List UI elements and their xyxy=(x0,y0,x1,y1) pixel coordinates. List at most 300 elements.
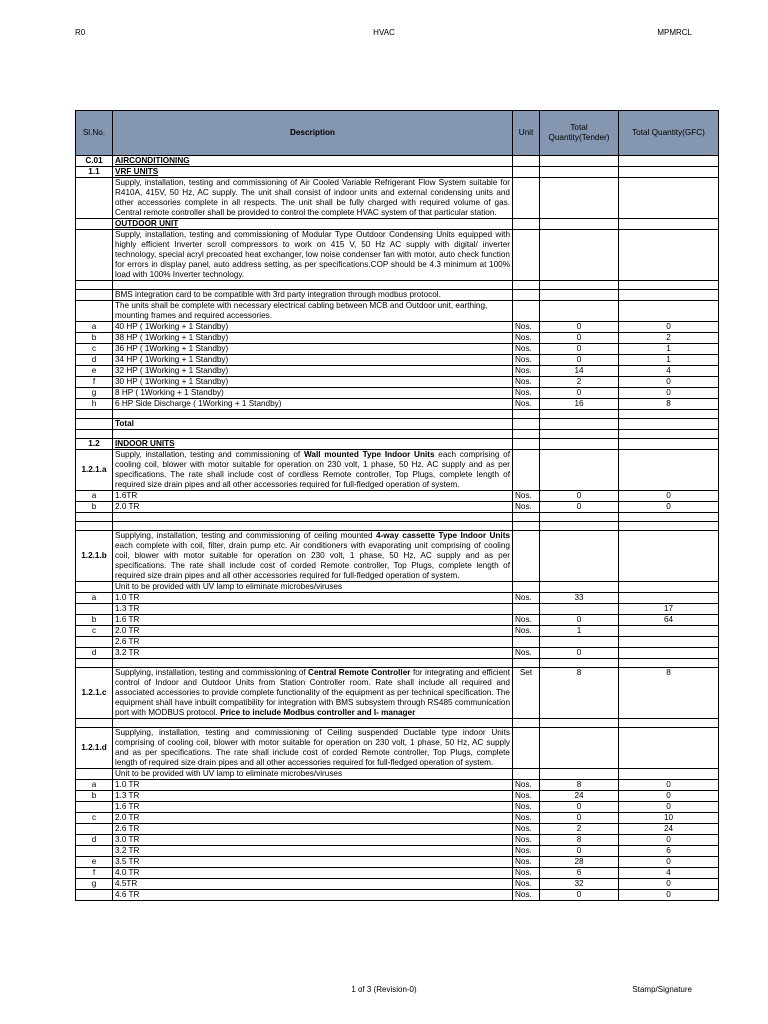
table-row xyxy=(76,513,719,522)
cell-slno: 1.2.1.d xyxy=(76,728,113,769)
cell-unit: Nos. xyxy=(513,322,540,333)
cell-qty-tender: 6 xyxy=(540,868,619,879)
cell-qty-tender xyxy=(540,281,619,290)
cell-qty-tender xyxy=(540,219,619,230)
cell-description xyxy=(113,410,513,419)
cell-slno: 1.2.1.c xyxy=(76,668,113,719)
cell-qty-gfc xyxy=(619,156,719,167)
cell-unit xyxy=(513,419,540,430)
cell-slno: g xyxy=(76,388,113,399)
cell-unit xyxy=(513,167,540,178)
cell-description: Supplying, installation, testing and commissioning of ceiling mounted 4-way cassette Type Indoor Units each complete with coil, filter, drain pump etc. Air conditioners with evaporating unit comprising of cooling coil, blower with motor suitable for operation on 230 volt, 1 phase, 50 Hz, AC supply and as per specifications. The rate shall include cost of corded Remote controller, Top Plugs, complete length of required size drain pipes and all other accessories required for full-fledged operation of system. xyxy=(113,531,513,582)
cell-description: Unit to be provided with UV lamp to eliminate microbes/viruses xyxy=(113,582,513,593)
cell-description xyxy=(113,281,513,290)
cell-qty-gfc: 0 xyxy=(619,890,719,901)
cell-slno xyxy=(76,846,113,857)
cell-slno: a xyxy=(76,780,113,791)
cell-slno xyxy=(76,890,113,901)
cell-slno xyxy=(76,824,113,835)
cell-slno xyxy=(76,178,113,219)
footer-page-number: 1 of 3 (Revision-0) xyxy=(351,985,417,994)
table-row xyxy=(76,377,719,388)
cell-qty-tender xyxy=(540,156,619,167)
cell-qty-tender xyxy=(540,230,619,281)
table-row xyxy=(76,355,719,366)
cell-qty-gfc xyxy=(619,301,719,322)
cell-qty-gfc: 8 xyxy=(619,668,719,719)
cell-description: 3.2 TR xyxy=(113,846,513,857)
cell-qty-gfc xyxy=(619,410,719,419)
table-row xyxy=(76,167,719,178)
cell-unit: Nos. xyxy=(513,355,540,366)
cell-unit: Set xyxy=(513,668,540,719)
cell-description xyxy=(113,513,513,522)
col-header-unit: Unit xyxy=(513,111,540,156)
cell-qty-tender: 0 xyxy=(540,355,619,366)
table-row xyxy=(76,659,719,668)
cell-qty-tender xyxy=(540,728,619,769)
cell-qty-gfc xyxy=(619,531,719,582)
cell-qty-tender: 28 xyxy=(540,857,619,868)
cell-qty-gfc: 1 xyxy=(619,344,719,355)
table-row xyxy=(76,450,719,491)
cell-description: 4.5TR xyxy=(113,879,513,890)
cell-unit xyxy=(513,230,540,281)
table-row xyxy=(76,419,719,430)
cell-qty-tender: 0 xyxy=(540,802,619,813)
cell-slno xyxy=(76,513,113,522)
table-row xyxy=(76,857,719,868)
cell-slno xyxy=(76,410,113,419)
cell-unit: Nos. xyxy=(513,879,540,890)
cell-unit xyxy=(513,156,540,167)
cell-description: 2.0 TR xyxy=(113,502,513,513)
cell-unit: Nos. xyxy=(513,857,540,868)
cell-slno xyxy=(76,719,113,728)
table-row xyxy=(76,879,719,890)
cell-slno: c xyxy=(76,344,113,355)
cell-slno xyxy=(76,522,113,531)
table-row xyxy=(76,430,719,439)
cell-slno xyxy=(76,769,113,780)
table-row xyxy=(76,531,719,582)
cell-slno: b xyxy=(76,791,113,802)
table-row xyxy=(76,366,719,377)
cell-unit: Nos. xyxy=(513,333,540,344)
col-header-tender: Total Quantity(Tender) xyxy=(540,111,619,156)
cell-unit: Nos. xyxy=(513,344,540,355)
cell-slno: g xyxy=(76,879,113,890)
cell-qty-tender xyxy=(540,419,619,430)
table-row xyxy=(76,604,719,615)
table-row xyxy=(76,388,719,399)
table-row xyxy=(76,648,719,659)
cell-qty-gfc: 2 xyxy=(619,333,719,344)
cell-qty-gfc xyxy=(619,648,719,659)
cell-slno xyxy=(76,230,113,281)
cell-qty-gfc: 8 xyxy=(619,399,719,410)
cell-unit: Nos. xyxy=(513,802,540,813)
cell-qty-tender xyxy=(540,769,619,780)
cell-qty-tender: 0 xyxy=(540,333,619,344)
cell-unit xyxy=(513,531,540,582)
cell-qty-gfc: 0 xyxy=(619,802,719,813)
cell-unit: Nos. xyxy=(513,835,540,846)
cell-qty-tender xyxy=(540,637,619,648)
cell-slno: d xyxy=(76,648,113,659)
table-row xyxy=(76,230,719,281)
cell-description: The units shall be complete with necessary electrical cabling between MCB and Outdoor unit, earthing, mounting frames and required accessories. xyxy=(113,301,513,322)
cell-qty-gfc: 0 xyxy=(619,502,719,513)
cell-description: OUTDOOR UNIT xyxy=(113,219,513,230)
cell-qty-tender xyxy=(540,290,619,301)
footer-stamp: Stamp/Signature xyxy=(632,985,692,994)
table-row xyxy=(76,626,719,637)
cell-unit xyxy=(513,301,540,322)
cell-qty-tender: 0 xyxy=(540,388,619,399)
cell-qty-gfc xyxy=(619,219,719,230)
table-row xyxy=(76,410,719,419)
cell-qty-tender: 2 xyxy=(540,377,619,388)
table-row xyxy=(76,301,719,322)
cell-qty-tender: 1 xyxy=(540,626,619,637)
cell-qty-tender: 2 xyxy=(540,824,619,835)
cell-qty-gfc: 6 xyxy=(619,846,719,857)
cell-qty-tender: 8 xyxy=(540,835,619,846)
header-revision: R0 xyxy=(75,28,86,37)
cell-unit xyxy=(513,637,540,648)
cell-qty-tender xyxy=(540,659,619,668)
cell-qty-gfc: 17 xyxy=(619,604,719,615)
cell-slno xyxy=(76,219,113,230)
cell-qty-gfc xyxy=(619,719,719,728)
cell-slno xyxy=(76,419,113,430)
cell-description: 40 HP ( 1Working + 1 Standby) xyxy=(113,322,513,333)
table-row xyxy=(76,868,719,879)
cell-qty-tender xyxy=(540,531,619,582)
cell-unit: Nos. xyxy=(513,780,540,791)
table-row xyxy=(76,780,719,791)
cell-slno xyxy=(76,430,113,439)
cell-slno xyxy=(76,290,113,301)
cell-qty-tender: 0 xyxy=(540,502,619,513)
cell-unit: Nos. xyxy=(513,593,540,604)
cell-slno: b xyxy=(76,502,113,513)
table-row xyxy=(76,322,719,333)
cell-qty-tender: 33 xyxy=(540,593,619,604)
cell-qty-tender xyxy=(540,450,619,491)
cell-qty-gfc xyxy=(619,430,719,439)
cell-qty-gfc: 0 xyxy=(619,879,719,890)
cell-qty-gfc: 0 xyxy=(619,388,719,399)
col-header-gfc: Total Quantity(GFC) xyxy=(619,111,719,156)
table-row xyxy=(76,846,719,857)
cell-unit: Nos. xyxy=(513,813,540,824)
cell-unit xyxy=(513,582,540,593)
cell-description: Supplying, installation, testing and commissioning of Central Remote Controller for integrating and efficient control of Indoor and Outdoor Units from Station Controller room. Rate shall include all required and associated accessories to provide complete functionality of the equipment as per technical specification. The equipment shall have inbuilt compatibility for integration with BMS subsystem through RS485 communication port with MODBUS protocol. Price to include Modbus controller and I- manager xyxy=(113,668,513,719)
cell-qty-gfc: 0 xyxy=(619,491,719,502)
table-row xyxy=(76,399,719,410)
cell-qty-tender: 14 xyxy=(540,366,619,377)
cell-slno: C.01 xyxy=(76,156,113,167)
cell-description: 3.2 TR xyxy=(113,648,513,659)
table-row xyxy=(76,728,719,769)
cell-unit: Nos. xyxy=(513,366,540,377)
cell-qty-gfc xyxy=(619,513,719,522)
cell-qty-tender xyxy=(540,719,619,728)
cell-qty-tender: 8 xyxy=(540,780,619,791)
cell-slno: a xyxy=(76,322,113,333)
cell-qty-gfc: 24 xyxy=(619,824,719,835)
cell-description: 1.0 TR xyxy=(113,593,513,604)
cell-slno: e xyxy=(76,366,113,377)
table-row xyxy=(76,802,719,813)
cell-qty-gfc xyxy=(619,728,719,769)
cell-unit xyxy=(513,769,540,780)
cell-unit: Nos. xyxy=(513,791,540,802)
cell-unit xyxy=(513,410,540,419)
cell-description: Supplying, installation, testing and commissioning of Ceiling suspended Ductable type indoor Units comprising of cooling coil, blower with motor suitable for operation on 230 volt, 1 phase, 50 Hz, AC supply and as per specifications. The rate shall include cost of corded Remote controller, Top Plugs, complete length of required size drain pipes and all other accessories required for full-fledged operation of system. xyxy=(113,728,513,769)
cell-description: 2.6 TR xyxy=(113,824,513,835)
cell-qty-gfc xyxy=(619,522,719,531)
cell-unit xyxy=(513,522,540,531)
cell-qty-tender: 0 xyxy=(540,344,619,355)
cell-description: AIRCONDITIONING xyxy=(113,156,513,167)
cell-description: 2.0 TR xyxy=(113,626,513,637)
cell-qty-tender xyxy=(540,178,619,219)
cell-qty-gfc xyxy=(619,450,719,491)
cell-unit xyxy=(513,513,540,522)
cell-qty-gfc: 0 xyxy=(619,377,719,388)
cell-description: Total xyxy=(113,419,513,430)
cell-qty-tender: 0 xyxy=(540,846,619,857)
cell-qty-gfc: 0 xyxy=(619,322,719,333)
col-header-description: Description xyxy=(113,111,513,156)
cell-qty-gfc xyxy=(619,769,719,780)
cell-qty-tender: 8 xyxy=(540,668,619,719)
table-row xyxy=(76,791,719,802)
cell-unit xyxy=(513,450,540,491)
cell-description: Supply, installation, testing and commissioning of Air Cooled Variable Refrigerant Flow System suitable for R410A, 415V, 50 Hz, AC supply. The unit shall consist of indoor units and external condensing units and other accessories complete in all respects. The unit shall be fully charged with required volume of gas. Central remote controller shall be provided to control the complete HVAC system of that particular station. xyxy=(113,178,513,219)
cell-qty-tender: 32 xyxy=(540,879,619,890)
cell-slno: d xyxy=(76,835,113,846)
cell-description: 4.6 TR xyxy=(113,890,513,901)
cell-qty-gfc: 1 xyxy=(619,355,719,366)
cell-unit: Nos. xyxy=(513,388,540,399)
cell-unit: Nos. xyxy=(513,868,540,879)
cell-description: 32 HP ( 1Working + 1 Standby) xyxy=(113,366,513,377)
cell-description: 2.0 TR xyxy=(113,813,513,824)
table-row xyxy=(76,178,719,219)
cell-description: 1.6 TR xyxy=(113,615,513,626)
cell-unit: Nos. xyxy=(513,846,540,857)
cell-description: 8 HP ( 1Working + 1 Standby) xyxy=(113,388,513,399)
table-row xyxy=(76,156,719,167)
table-row xyxy=(76,593,719,604)
cell-qty-gfc: 64 xyxy=(619,615,719,626)
table-header-row xyxy=(76,111,719,156)
cell-slno xyxy=(76,281,113,290)
cell-slno: b xyxy=(76,615,113,626)
cell-unit xyxy=(513,728,540,769)
cell-description: Unit to be provided with UV lamp to eliminate microbes/viruses xyxy=(113,769,513,780)
cell-slno: a xyxy=(76,491,113,502)
cell-slno: h xyxy=(76,399,113,410)
table-row xyxy=(76,582,719,593)
header-discipline: HVAC xyxy=(373,28,395,37)
cell-description: BMS integration card to be compatible with 3rd party integration through modbus protocol. xyxy=(113,290,513,301)
cell-unit: Nos. xyxy=(513,399,540,410)
table-row xyxy=(76,813,719,824)
header-client: MPMRCL xyxy=(657,28,692,37)
cell-qty-tender xyxy=(540,410,619,419)
cell-description xyxy=(113,522,513,531)
cell-description: 2.6 TR xyxy=(113,637,513,648)
table-row xyxy=(76,502,719,513)
cell-slno: 1.2.1.b xyxy=(76,531,113,582)
cell-qty-tender: 0 xyxy=(540,648,619,659)
cell-qty-gfc xyxy=(619,582,719,593)
cell-slno xyxy=(76,637,113,648)
table-row xyxy=(76,615,719,626)
cell-description: INDOOR UNITS xyxy=(113,439,513,450)
cell-slno: a xyxy=(76,593,113,604)
cell-slno xyxy=(76,301,113,322)
cell-description: 1.0 TR xyxy=(113,780,513,791)
cell-slno: d xyxy=(76,355,113,366)
cell-description: 38 HP ( 1Working + 1 Standby) xyxy=(113,333,513,344)
cell-qty-gfc xyxy=(619,167,719,178)
cell-description: 30 HP ( 1Working + 1 Standby) xyxy=(113,377,513,388)
cell-slno xyxy=(76,604,113,615)
table-row xyxy=(76,491,719,502)
cell-qty-tender: 0 xyxy=(540,813,619,824)
table-row xyxy=(76,219,719,230)
cell-description: 1.6 TR xyxy=(113,802,513,813)
table-row xyxy=(76,824,719,835)
cell-slno: e xyxy=(76,857,113,868)
cell-qty-gfc: 0 xyxy=(619,791,719,802)
cell-qty-gfc: 0 xyxy=(619,835,719,846)
cell-description xyxy=(113,659,513,668)
cell-unit xyxy=(513,178,540,219)
cell-unit: Nos. xyxy=(513,502,540,513)
table-row xyxy=(76,281,719,290)
cell-qty-gfc xyxy=(619,439,719,450)
cell-qty-gfc xyxy=(619,637,719,648)
cell-qty-gfc: 4 xyxy=(619,366,719,377)
cell-qty-gfc: 4 xyxy=(619,868,719,879)
cell-description xyxy=(113,719,513,728)
cell-qty-gfc xyxy=(619,290,719,301)
table-row xyxy=(76,439,719,450)
cell-description: Supply, installation, testing and commissioning of Modular Type Outdoor Condensing Units equipped with highly efficient Inverter scroll compressors to work on 415 V, 50 Hz AC supply with digital/ inverter technology, special acryl precoated heat exchanger, low noise condenser fan with motor, auto check function for errors in display panel, auto address setting, as per specifications.COP should be 4.3 minimum at 100% load with 100% Inverter technology. xyxy=(113,230,513,281)
table-row xyxy=(76,719,719,728)
cell-qty-tender xyxy=(540,582,619,593)
table-row xyxy=(76,668,719,719)
table-row xyxy=(76,769,719,780)
cell-description: 6 HP Side Discharge ( 1Working + 1 Standby) xyxy=(113,399,513,410)
cell-slno xyxy=(76,802,113,813)
cell-qty-tender xyxy=(540,513,619,522)
cell-qty-gfc xyxy=(619,659,719,668)
cell-unit xyxy=(513,281,540,290)
cell-qty-tender: 24 xyxy=(540,791,619,802)
cell-slno: c xyxy=(76,626,113,637)
cell-qty-gfc: 0 xyxy=(619,780,719,791)
cell-description: 4.0 TR xyxy=(113,868,513,879)
cell-description: 36 HP ( 1Working + 1 Standby) xyxy=(113,344,513,355)
table-row xyxy=(76,835,719,846)
cell-unit xyxy=(513,659,540,668)
cell-qty-tender xyxy=(540,522,619,531)
cell-slno: c xyxy=(76,813,113,824)
cell-qty-tender: 16 xyxy=(540,399,619,410)
cell-description: VRF UNITS xyxy=(113,167,513,178)
cell-description: 1.3 TR xyxy=(113,604,513,615)
cell-unit xyxy=(513,290,540,301)
table-row xyxy=(76,344,719,355)
cell-qty-tender xyxy=(540,439,619,450)
cell-unit xyxy=(513,439,540,450)
cell-slno xyxy=(76,582,113,593)
cell-qty-tender: 0 xyxy=(540,615,619,626)
cell-unit: Nos. xyxy=(513,491,540,502)
cell-qty-gfc: 10 xyxy=(619,813,719,824)
cell-unit xyxy=(513,430,540,439)
cell-slno: 1.2 xyxy=(76,439,113,450)
col-header-slno: Sl.No. xyxy=(76,111,113,156)
cell-qty-tender: 0 xyxy=(540,890,619,901)
cell-description: 1.3 TR xyxy=(113,791,513,802)
cell-qty-gfc xyxy=(619,281,719,290)
cell-unit: Nos. xyxy=(513,626,540,637)
cell-qty-gfc xyxy=(619,593,719,604)
cell-description: 3.0 TR xyxy=(113,835,513,846)
cell-slno: b xyxy=(76,333,113,344)
cell-unit: Nos. xyxy=(513,377,540,388)
cell-unit: Nos. xyxy=(513,824,540,835)
cell-description xyxy=(113,430,513,439)
cell-qty-tender xyxy=(540,167,619,178)
cell-qty-tender: 0 xyxy=(540,322,619,333)
table-row xyxy=(76,290,719,301)
cell-slno: f xyxy=(76,377,113,388)
cell-slno: 1.1 xyxy=(76,167,113,178)
cell-unit xyxy=(513,219,540,230)
cell-qty-tender xyxy=(540,604,619,615)
cell-unit xyxy=(513,604,540,615)
cell-qty-gfc xyxy=(619,419,719,430)
cell-slno xyxy=(76,659,113,668)
cell-unit xyxy=(513,719,540,728)
cell-qty-tender: 0 xyxy=(540,491,619,502)
cell-qty-tender xyxy=(540,301,619,322)
cell-unit: Nos. xyxy=(513,890,540,901)
cell-qty-gfc xyxy=(619,230,719,281)
cell-description: 1.6TR xyxy=(113,491,513,502)
table-body xyxy=(76,156,719,901)
table-row xyxy=(76,637,719,648)
table-row xyxy=(76,333,719,344)
cell-unit: Nos. xyxy=(513,615,540,626)
cell-description: 34 HP ( 1Working + 1 Standby) xyxy=(113,355,513,366)
cell-qty-gfc xyxy=(619,178,719,219)
table-row xyxy=(76,890,719,901)
cell-description: 3.5 TR xyxy=(113,857,513,868)
table-row xyxy=(76,522,719,531)
cell-slno: f xyxy=(76,868,113,879)
